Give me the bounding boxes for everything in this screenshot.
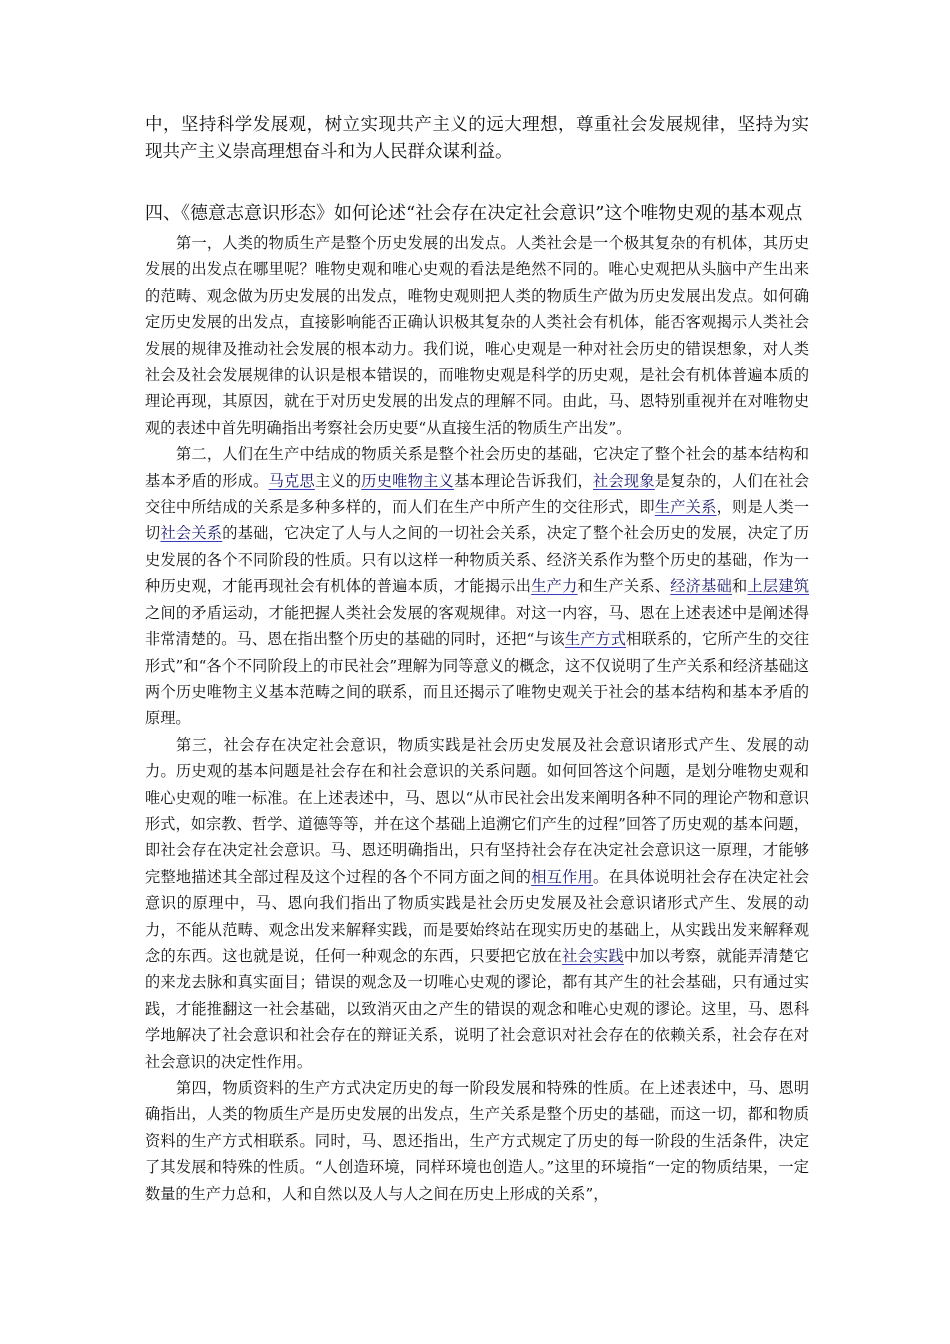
section-heading: 四、《德意志意识形态》如何论述“社会存在决定社会意识”这个唯物史观的基本观点: [145, 203, 803, 224]
p3-text-1: 第三，社会存在决定社会意识，物质实践是社会历史发展及社会意识诸形式产生、发展的动力。历史观的基本问题是社会存在和社会意识的关系问题。如何回答这个问题，是划分唯物史观和唯心史观的唯一标准。在上述表述中，马、恩以“从市民社会出发来阐明各种不同的理论产物和意识形式，如宗教、哲学、道德等等，并在这个基础上追溯它们产生的过程”回答了历史观的基本问题，即社会存在决定社会意识。马、恩还明确指出，只有坚持社会存在决定社会意识这一原理，才能够完整地描述其全部过程及这个过程的各个不同方面之间的: [145, 735, 809, 886]
p2-text-9: 之间的矛盾运动，才能把握人类社会发展的客观规律。对这一内容，马、恩在上述表述中是阐述得非常清楚的。马、恩在指出整个历史的基础的同时，还把“与该: [145, 603, 809, 649]
intro-paragraph: 中，坚持科学发展观，树立实现共产主义的远大理想，尊重社会发展规律，坚持为实现共产主义崇高理想奋斗和为人民群众谋利益。: [145, 115, 809, 162]
paragraph-2: [145, 441, 809, 731]
p2-text-4: 是复杂的，人们在社会交往中所结成的关系是多种多样的，而人们在生产中所产生的交往形式，即: [145, 471, 810, 517]
link-social-relations[interactable]: 社会关系: [160, 524, 223, 543]
p2-text-7: 和生产关系、: [577, 577, 671, 596]
p2-text-10: 相联系的，它所产生的交往形式”和“各个不同阶段上的市民社会”理解为同等意义的概念，这不仅说明了生产关系和经济基础这两个历史唯物主义基本范畴之间的联系，而且还揭示了唯物史观关于社会的基本结构和基本矛盾的原理。: [145, 630, 810, 728]
link-social-practice[interactable]: 社会实践: [562, 946, 624, 965]
p3-text-3: 中加以考察，就能弄清楚它的来龙去脉和真实面目；错误的观念及一切唯心史观的谬论，都有其产生的社会基础，只有通过实践，才能推翻这一社会基础，以致消灭由之产生的错误的观念和唯心史观的谬论。这里，马、恩科学地解决了社会意识和社会存在的辩证关系，说明了社会意识对社会存在的依赖关系，社会存在对社会意识的决定性作用。: [145, 946, 810, 1071]
link-superstructure[interactable]: 上层建筑: [747, 577, 810, 596]
link-relations-of-production[interactable]: 生产关系: [654, 498, 717, 517]
p2-text-2: 主义的: [314, 471, 362, 490]
p3-text-2: 。在具体说明社会存在决定社会意识的原理中，马、恩向我们指出了物质实践是社会历史发展及社会意识诸形式产生、发展的动力，不能从范畴、观念出发来解释实践，而是要始终站在现实历史的基础上，从实践出发来解释观念的东西。这也就是说，任何一种观念的东西，只要把它放在: [145, 867, 810, 965]
document-body: [145, 112, 809, 1207]
paragraph-3: [145, 732, 809, 1075]
link-productive-forces[interactable]: 生产力: [531, 577, 578, 596]
link-mode-of-production[interactable]: 生产方式: [564, 630, 626, 649]
p2-text-3: 基本理论告诉我们，: [453, 471, 593, 490]
p2-text-1: 第二，人们在生产中结成的物质关系是整个社会历史的基础，它决定了整个社会的基本结构和基本矛盾的形成。: [145, 445, 809, 490]
p2-text-5: ，则是人类一切: [145, 498, 810, 543]
p2-text-8: 和: [732, 577, 748, 596]
link-historical-materialism[interactable]: 历史唯物主义: [361, 471, 454, 490]
link-interaction[interactable]: 相互作用: [531, 867, 593, 886]
link-marx[interactable]: 马克思: [268, 471, 315, 490]
paragraph-1: 第一，人类的物质生产是整个历史发展的出发点。人类社会是一个极其复杂的有机体，其历史发展的出发点在哪里呢？唯物史观和唯心史观的看法是绝然不同的。唯心史观把从头脑中产生出来的范畴、观念做为历史发展的出发点，唯物史观则把人类的物质生产做为历史发展出发点。如何确定历史发展的出发点，直接影响能否正确认识极其复杂的人类社会有机体，能否客观揭示人类社会发展的规律及推动社会发展的根本动力。我们说，唯心史观是一种对社会历史的错误想象，对人类社会及社会发展规律的认识是根本错误的，而唯物史观是科学的历史观，是社会有机体普遍本质的理论再现，其原因，就在于对历史发展的出发点的理解不同。由此，马、恩特别重视并在对唯物史观的表述中首先明确指出考察社会历史要“从直接生活的物质生产出发”。: [145, 234, 809, 437]
link-social-phenomena[interactable]: 社会现象: [593, 471, 655, 490]
link-economic-base[interactable]: 经济基础: [670, 577, 733, 596]
paragraph-4: 第四，物质资料的生产方式决定历史的每一阶段发展和特殊的性质。在上述表述中，马、恩明确指出，人类的物质生产是历史发展的出发点，生产关系是整个历史的基础，而这一切，都和物质资料的生产方式相联系。同时，马、恩还指出，生产方式规定了历史的每一阶段的生活条件，决定了其发展和特殊的性质。“人创造环境，同样环境也创造人。”这里的环境指“一定的物质结果，一定数量的生产力总和，人和自然以及人与人之间在历史上形成的关系”，: [145, 1079, 809, 1203]
p2-text-6: 的基础，它决定了人与人之间的一切社会关系，决定了整个社会历史的发展，决定了历史发展的各个不同阶段的性质。只有以这样一种物质关系、经济关系作为整个历史的基础，作为一种历史观，才能再现社会有机体的普遍本质，才能揭示出: [145, 524, 810, 596]
